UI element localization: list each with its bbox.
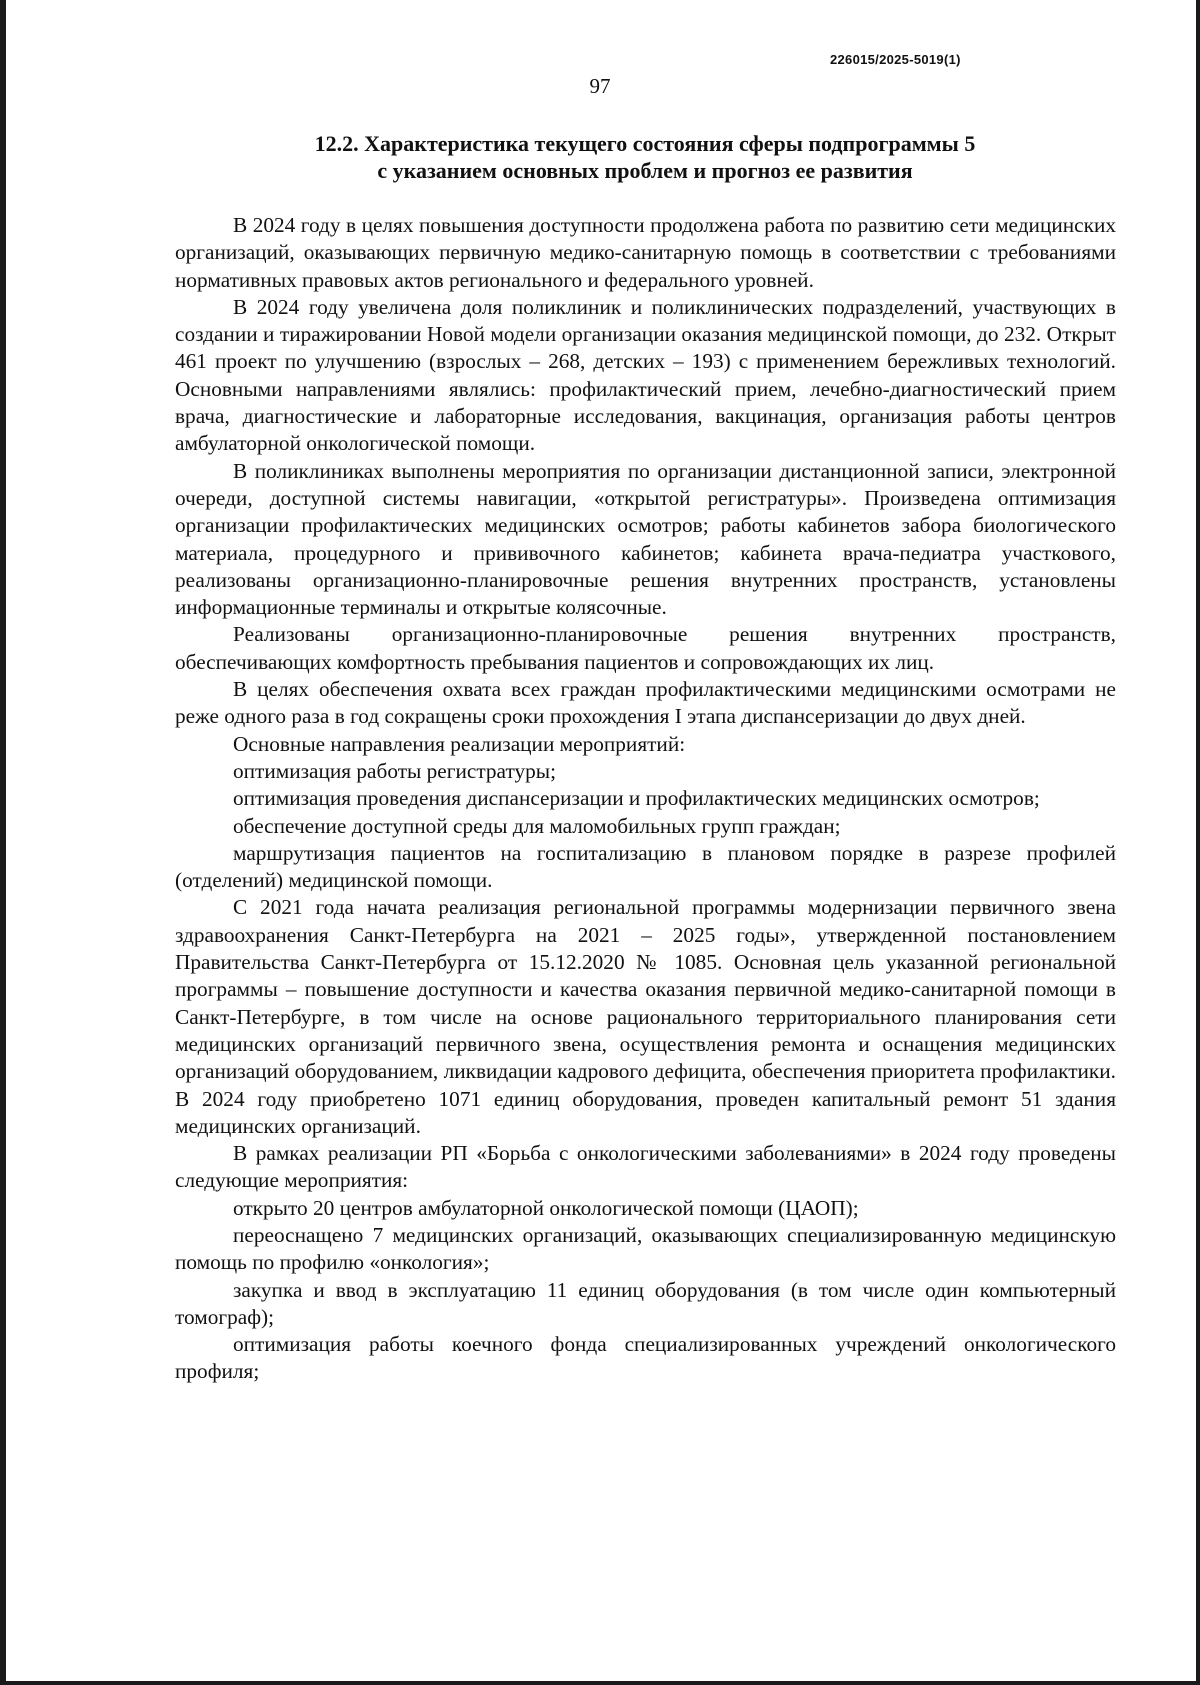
paragraph: В поликлиниках выполнены мероприятия по организации дистанционной записи, электронной очереди, доступной системы навигации, «открытой регистратуры». Произведена оптимизация организации профилактических медицинских осмотров; работы кабинетов забора биологического материала, процедурного и прививочного кабинетов; кабинета врача-педиатра участкового, реализованы организационно-планировочные решения внутренних пространств, установлены информационные терминалы и открытые колясочные. [175,458,1116,620]
scan-border-right [1196,0,1200,1685]
list-item: закупка и ввод в эксплуатацию 11 единиц оборудования (в том числе один компьютерный томограф); [175,1277,1116,1329]
body-text [175,212,1116,1386]
list-item: оптимизация проведения диспансеризации и профилактических медицинских осмотров; [233,786,1040,811]
scan-border-bottom [0,1681,1200,1685]
list-item: открыто 20 центров амбулаторной онкологической помощи (ЦАОП); [233,1195,859,1220]
paragraph: В целях обеспечения охвата всех граждан профилактическими медицинскими осмотрами не реже одного раза в год сокращены сроки прохождения I этапа диспансеризации до двух дней. [175,677,1116,729]
list-item: маршрутизация пациентов на госпитализацию в плановом порядке в разрезе профилей (отделений) медицинской помощи. [175,840,1116,893]
scan-border-left [0,0,6,1685]
page-number: 97 [589,74,611,98]
list-intro: В рамках реализации РП «Борьба с онкологическими заболеваниями» в 2024 году проведены следующие мероприятия: [175,1141,1116,1193]
list-item: оптимизация работы коечного фонда специализированных учреждений онкологического профиля; [175,1332,1116,1384]
list-item: обеспечение доступной среды для маломобильных групп граждан; [233,813,841,838]
paragraph: В 2024 году в целях повышения доступности продолжена работа по развитию сети медицинских организаций, оказывающих первичную медико-санитарную помощь в соответствии с требованиями нормативных правовых актов регионального и федерального уровней. [175,213,1116,292]
paragraph: Реализованы организационно-планировочные решения внутренних пространств, обеспечивающих комфортность пребывания пациентов и сопровождающих их лиц. [175,622,1116,674]
section-heading-line-1: 12.2. Характеристика текущего состояния сферы подпрограммы 5 [314,131,976,156]
paragraph: В 2024 году увеличена доля поликлиник и поликлинических подразделений, участвующих в создании и тиражировании Новой модели организации оказания медицинской помощи, до 232. Открыт 461 проект по улучшению (взрослых – 268, детских – 193) с применением бережливых технологий. Основными направлениями являлись: профилактический прием, лечебно-диагностический прием врача, диагностические и лабораторные исследования, вакцинация, организация работы центров амбулаторной онкологической помощи. [175,294,1116,456]
document-id: 226015/2025-5019(1) [830,52,961,67]
section-heading-line-2: с указанием основных проблем и прогноз ее развития [377,158,913,183]
list-intro: Основные направления реализации мероприятий: [233,731,686,756]
paragraph: С 2021 года начата реализация региональной программы модернизации первичного звена здравоохранения Санкт-Петербурга на 2021 – 2025 годы», утвержденной постановлением Правительства Санкт-Петербурга от 15.12.2020 № 1085. Основная цель указанной региональной программы – повышение доступности и качества оказания первичной медико-санитарной помощи в Санкт-Петербурге, в том числе на основе рационального территориального планирования сети медицинских организаций первичного звена, осуществления ремонта и оснащения медицинских организаций оборудованием, ликвидации кадрового дефицита, обеспечения приоритета профилактики. В 2024 году приобретено 1071 единиц оборудования, проведен капитальный ремонт 51 здания медицинских организаций. [175,895,1116,1138]
list-item: оптимизация работы регистратуры; [233,758,556,783]
section-heading [175,130,1115,184]
list-item: переоснащено 7 медицинских организаций, оказывающих специализированную медицинскую помощь по профилю «онкология»; [175,1222,1116,1275]
